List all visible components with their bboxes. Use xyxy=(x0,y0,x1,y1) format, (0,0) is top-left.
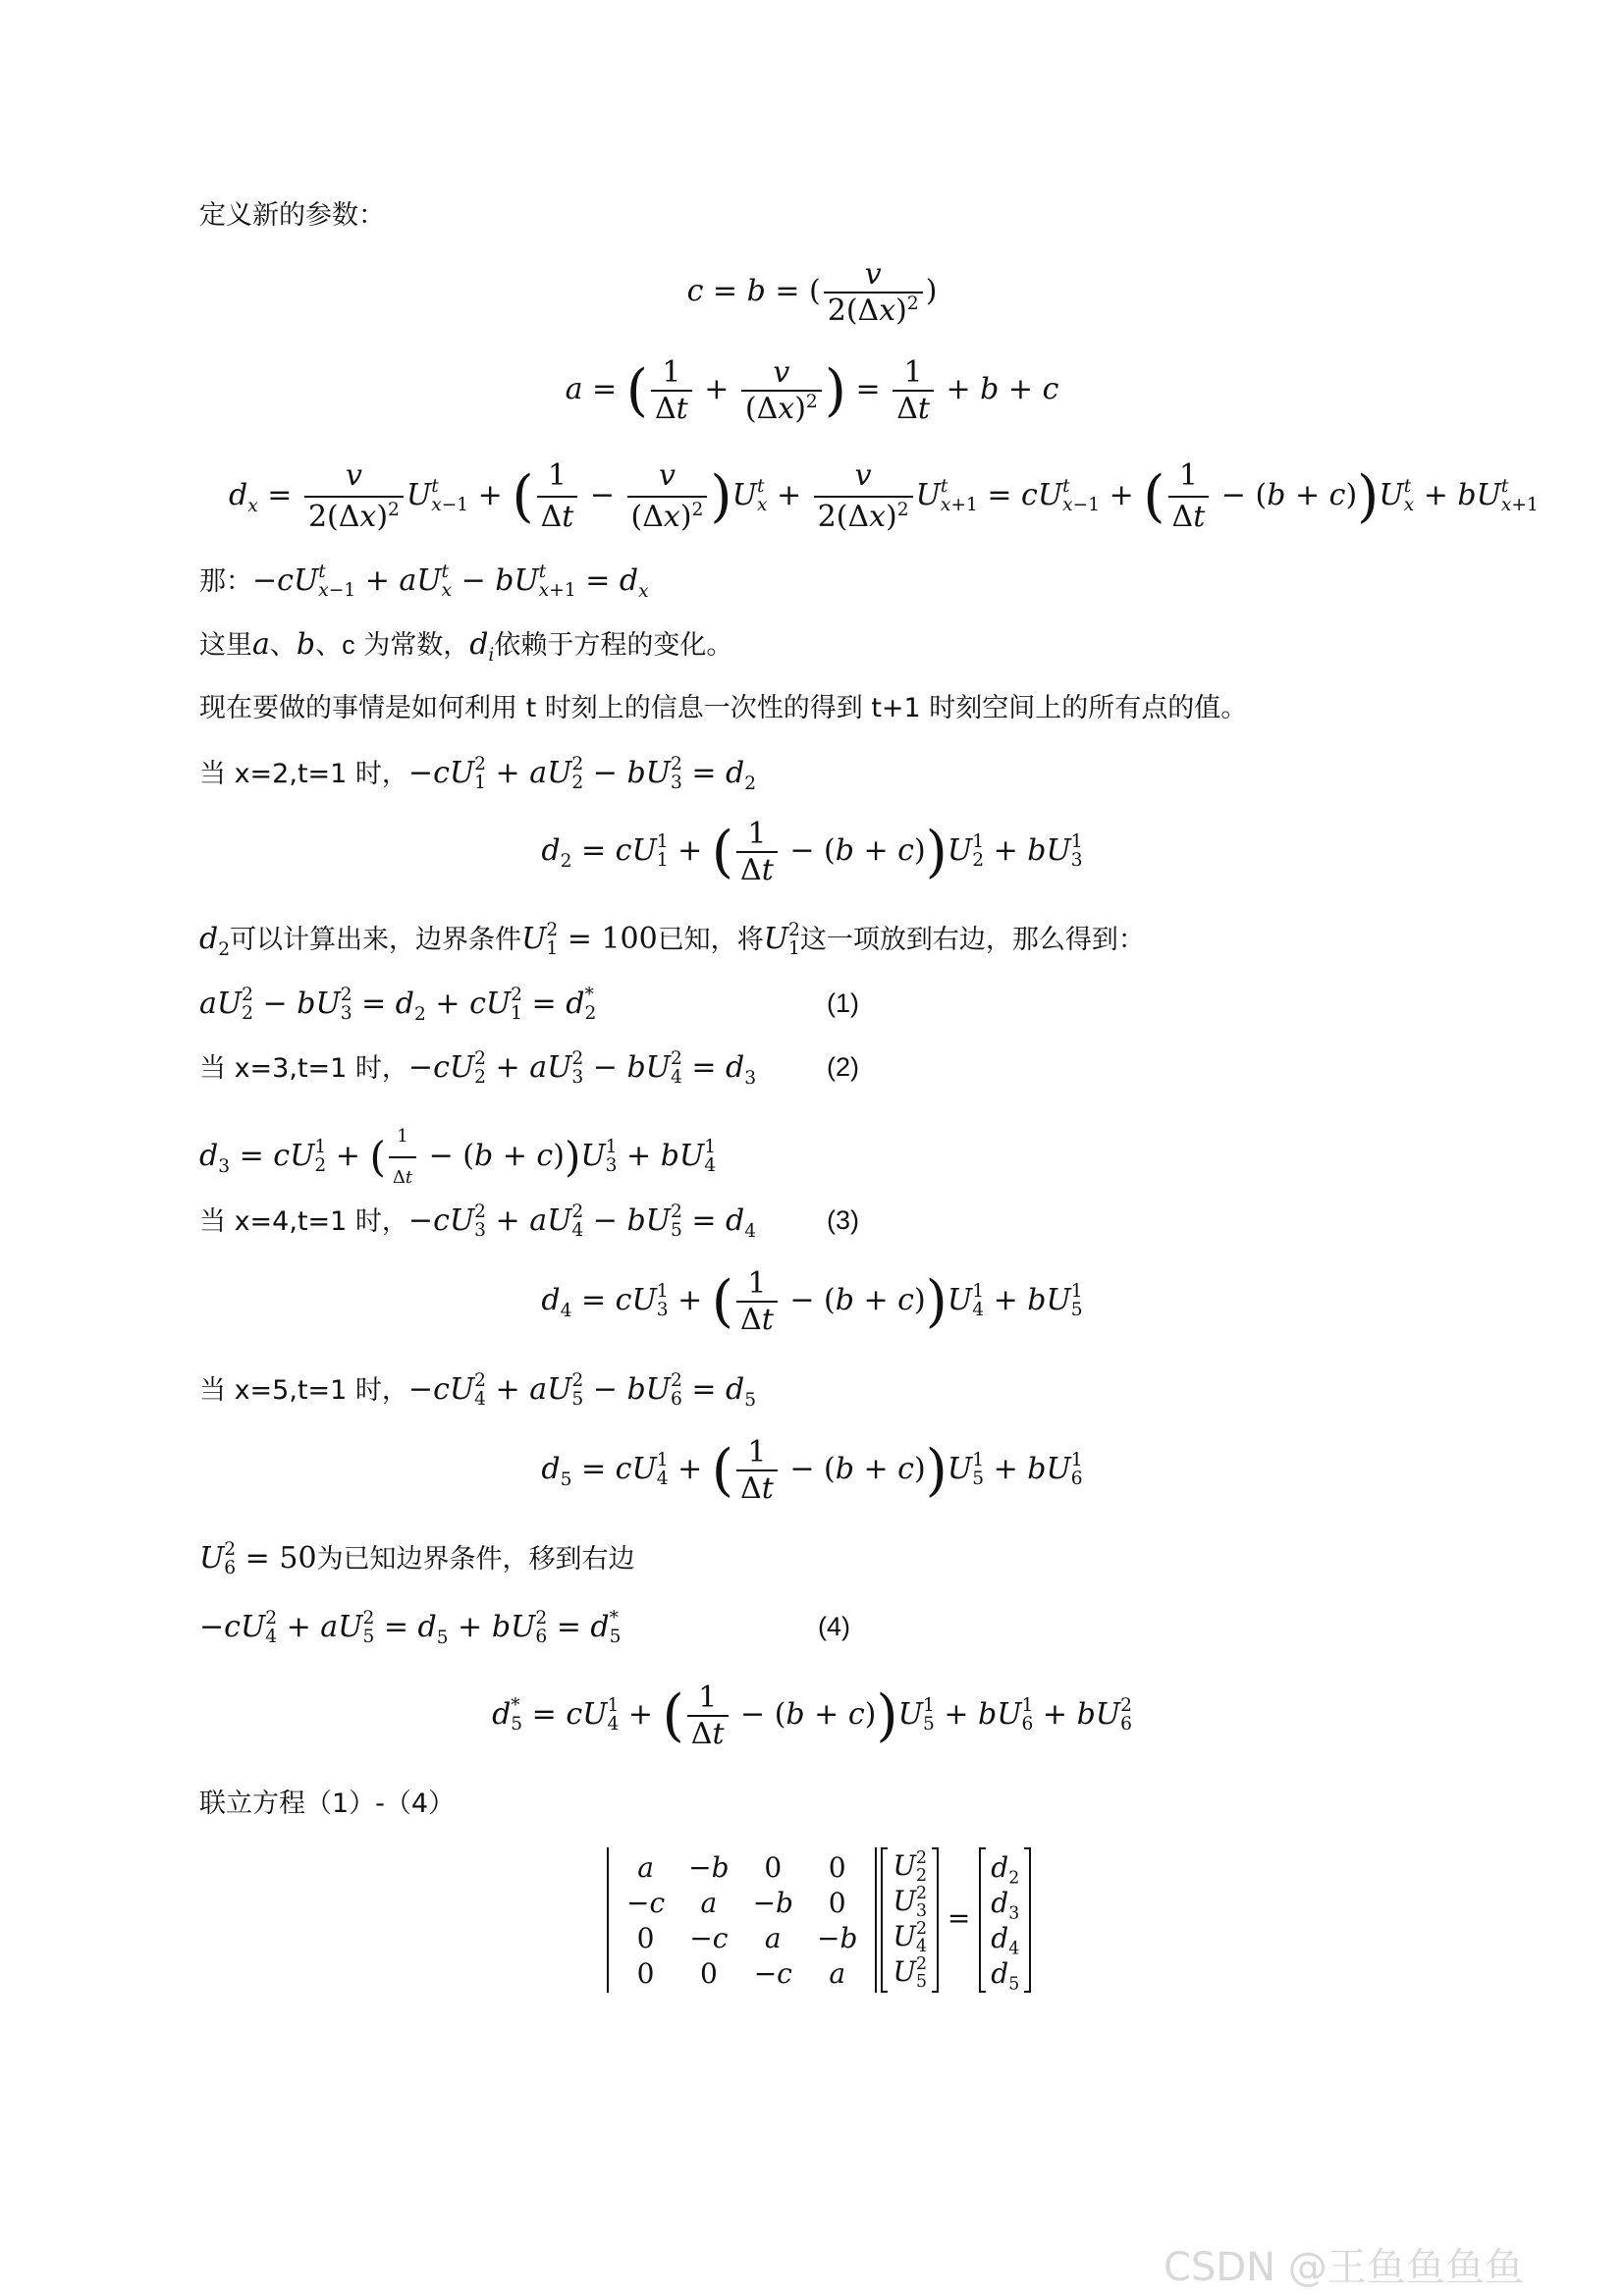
equation-1: aU 2 2 − bU 2 3 = $d_2$ + cU 2 1 = d * 2 xyxy=(199,985,597,1025)
csdn-watermark: CSDN @王鱼鱼鱼鱼 xyxy=(1164,2245,1524,2290)
d2-text-c: 这一项放到右边，那么得到： xyxy=(799,925,1145,955)
constants-suffix: 依赖于方程的变化。 xyxy=(494,630,733,661)
d2-text-a: 可以计算出来，边界条件 xyxy=(230,925,522,955)
then-label: 那： xyxy=(199,566,252,597)
equation-d3: $d_3$ = cU 1 2 + ( $\frac{1}{\Delta t}$ − (b + c))U 1 3 + bU 1 4 xyxy=(199,1117,716,1198)
equation-number-1: (1) xyxy=(827,988,859,1018)
case-x3-label: 当 x=3,t=1 时， xyxy=(199,1053,408,1084)
equation-d5: $d_5$ = cU 1 4 + ( $\frac{1}{\Delta t}$ − (b + c))U 1 5 + bU 1 6 xyxy=(541,1435,1083,1506)
case-x2: 当 x=2,t=1 时，−cU 2 1 + aU 2 2 − bU 2 3 = $d_2$ xyxy=(199,754,757,794)
equation-d5-star: d * 5 = cU 1 4 + ( $\frac{1}{\Delta t}$ − (b + c))U 1 5 + bU 1 6 + bU 2 6 xyxy=(492,1681,1132,1751)
value-100: 100 xyxy=(601,922,658,956)
rhs-vector: $d_2$ $d_3$ $d_4$ $d_5$ xyxy=(979,1847,1031,1993)
matrix-system: a −b 0 0 −c a −b 0 0 −c a −b 0 0 −c a U 2 2 U 2 3 U 2 4 U 2 5 = $d_2$ $d_3$ $d_4$ $d_5$ xyxy=(607,1847,1031,1993)
equation-number-3: (3) xyxy=(827,1205,859,1235)
u6-text: U 2 6 = 50为已知边界条件，移到右边 xyxy=(199,1539,635,1578)
d2-text-b: 已知，将 xyxy=(657,925,764,955)
case-x2-label: 当 x=2,t=1 时， xyxy=(199,759,408,789)
equation-4: −cU 2 4 + aU 2 5 = $d_5$ + bU 2 6 = d * 5 xyxy=(199,1608,622,1648)
case-x5: 当 x=5,t=1 时，−cU 2 4 + aU 2 5 − bU 2 6 = $d_5$ xyxy=(199,1370,757,1411)
equation-number-4: (4) xyxy=(818,1612,850,1641)
constants-sep-2: 、 xyxy=(315,630,343,661)
d2-text: $d_2$可以计算出来，边界条件U 2 1 = 100已知，将U 2 1 这一项放到右边，那么得到： xyxy=(199,920,1145,960)
constants-prefix: 这里 xyxy=(199,630,252,661)
constants-text: 这里a、b、c 为常数，$d_i$依赖于方程的变化。 xyxy=(199,627,733,666)
coefficient-matrix: a −b 0 0 −c a −b 0 0 −c a −b 0 0 −c a xyxy=(607,1847,877,1993)
equation-c-b: c = b = ( $\frac{v}{2(\Delta x)^2}$ ) xyxy=(686,257,938,328)
u6-text-label: 为已知边界条件，移到右边 xyxy=(316,1544,635,1575)
value-50: 50 xyxy=(279,1541,317,1575)
constants-c: c xyxy=(342,630,355,660)
unknown-vector: U 2 2 U 2 3 U 2 4 U 2 5 xyxy=(881,1847,939,1993)
case-x3: 当 x=3,t=1 时，−cU 2 2 + aU 2 3 − bU 2 4 = $d_3$ xyxy=(199,1048,757,1089)
case-x5-label: 当 x=5,t=1 时， xyxy=(199,1375,408,1406)
constants-sep-1: 、 xyxy=(269,630,297,661)
then-equation: 那：−cU t x−1 + aU t x − bU t x+1 = $d_x$ xyxy=(199,561,649,602)
case-x4: 当 x=4,t=1 时，−cU 2 3 + aU 2 4 − bU 2 5 = $d_4$ xyxy=(199,1201,757,1242)
constants-mid: 为常数， xyxy=(363,630,470,661)
case-x4-label: 当 x=4,t=1 时， xyxy=(199,1206,408,1237)
equation-dx: $d_x$ = $\frac{v}{2(\Delta x)^2}$ U t x−1 + ( $\frac{1}{\Delta t}$ − $\frac{v}{(\Delta x)^2}$ )U t x + $\frac{v}{2(\Delta x)^2}$ U t x+1 = cU t x−1 + ( $\frac{1}{\Delta t}$ − (b + c))U t x + bU t x+1 xyxy=(229,458,1539,534)
goal-text: 现在要做的事情是如何利用 t 时刻上的信息一次性的得到 t+1 时刻空间上的所有点的值。 xyxy=(199,693,1248,723)
equation-d2: $d_2$ = cU 1 1 + ( $\frac{1}{\Delta t}$ − (b + c))U 1 2 + bU 1 3 xyxy=(541,817,1083,887)
equation-number-2: (2) xyxy=(827,1052,859,1082)
equation-d4: $d_4$ = cU 1 3 + ( $\frac{1}{\Delta t}$ − (b + c))U 1 4 + bU 1 5 xyxy=(541,1266,1083,1337)
combine-text: 联立方程（1）-（4） xyxy=(199,1789,456,1819)
intro-text: 定义新的参数： xyxy=(199,200,385,231)
equation-a: a = ( $\frac{1}{\Delta t}$ + $\frac{v}{(\Delta x)^2}$ ) = $\frac{1}{\Delta t}$ + b + c xyxy=(565,355,1059,426)
